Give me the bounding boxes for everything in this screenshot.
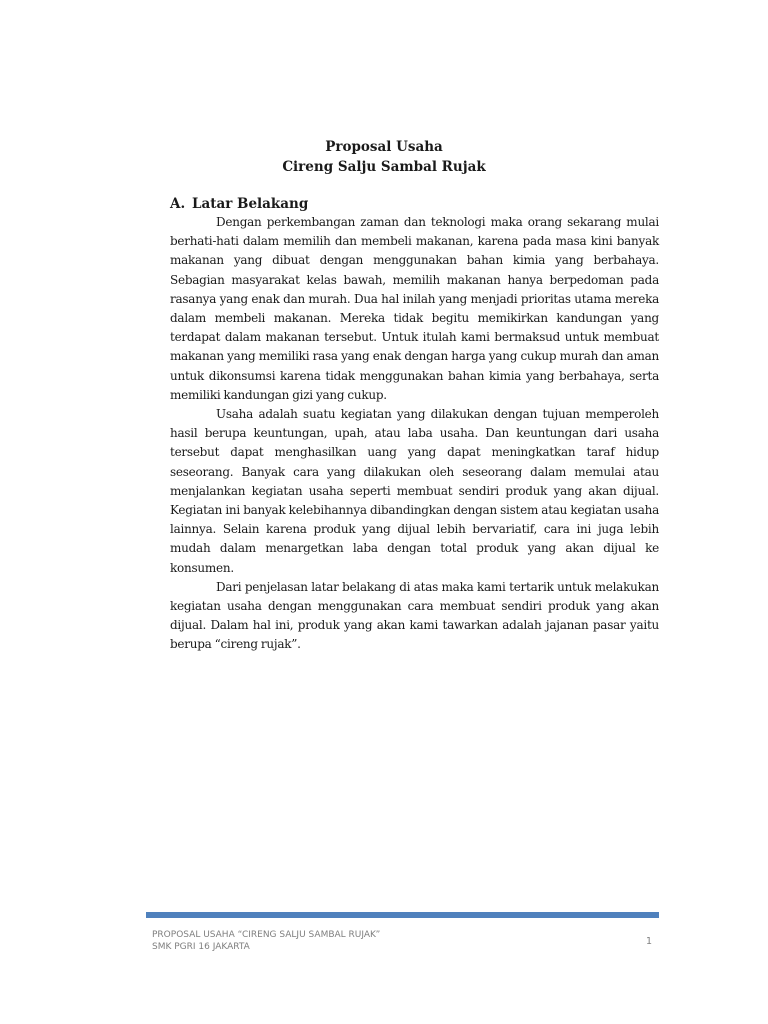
body-text bbox=[170, 213, 659, 655]
footer-title: PROPOSAL USAHA “CIRENG SALJU SAMBAL RUJAK” bbox=[152, 930, 381, 940]
section-heading bbox=[170, 195, 308, 214]
paragraph: Dengan perkembangan zaman dan teknologi maka orang sekarang mulai berhati-hati dalam memilih dan membeli makanan, karena pada masa kini banyak makanan yang dibuat dengan menggunakan bahan kimia yang berbahaya. Sebagian masyarakat kelas bawah, memilih makanan hanya berpedoman pada rasanya yang enak dan murah. Dua hal inilah yang menjadi prioritas utama mereka dalam membeli makanan. Mereka tidak begitu memikirkan kandungan yang terdapat dalam makanan tersebut. Untuk itulah kami bermaksud untuk membuat makanan yang memiliki rasa yang enak dengan harga yang cukup murah dan aman untuk dikonsumsi karena tidak menggunakan bahan kimia yang berbahaya, serta memiliki kandungan gizi yang cukup. bbox=[170, 215, 659, 402]
section-heading-text: Latar Belakang bbox=[192, 196, 309, 212]
page-number: 1 bbox=[645, 936, 652, 947]
paragraph: Dari penjelasan latar belakang di atas maka kami tertarik untuk melakukan kegiatan usaha dengan menggunakan cara membuat sendiri produk yang akan dijual. Dalam hal ini, produk yang akan kami tawarkan adalah jajanan pasar yaitu berupa “cireng rujak”. bbox=[170, 579, 659, 652]
title-block bbox=[0, 137, 768, 177]
document-title: Proposal Usaha bbox=[325, 139, 443, 155]
footer-divider bbox=[146, 912, 659, 918]
section-letter: A. bbox=[170, 196, 186, 212]
footer-text bbox=[152, 929, 380, 953]
paragraph: Usaha adalah suatu kegiatan yang dilakukan dengan tujuan memperoleh hasil berupa keuntungan, upah, atau laba usaha. Dan keuntungan dari usaha tersebut dapat menghasilkan uang yang dapat meningkatkan taraf hidup seseorang. Banyak cara yang dilakukan oleh seseorang dalam memulai atau menjalankan kegiatan usaha seperti membuat sendiri produk yang akan dijual. Kegiatan ini banyak kelebihannya dibandingkan dengan sistem atau kegiatan usaha lainnya. Selain karena produk yang dijual lebih bervariatif, cara ini juga lebih mudah dalam menargetkan laba dengan total produk yang akan dijual ke konsumen. bbox=[170, 407, 659, 575]
document-subtitle: Cireng Salju Sambal Rujak bbox=[282, 159, 486, 175]
footer-school: SMK PGRI 16 JAKARTA bbox=[152, 942, 250, 952]
